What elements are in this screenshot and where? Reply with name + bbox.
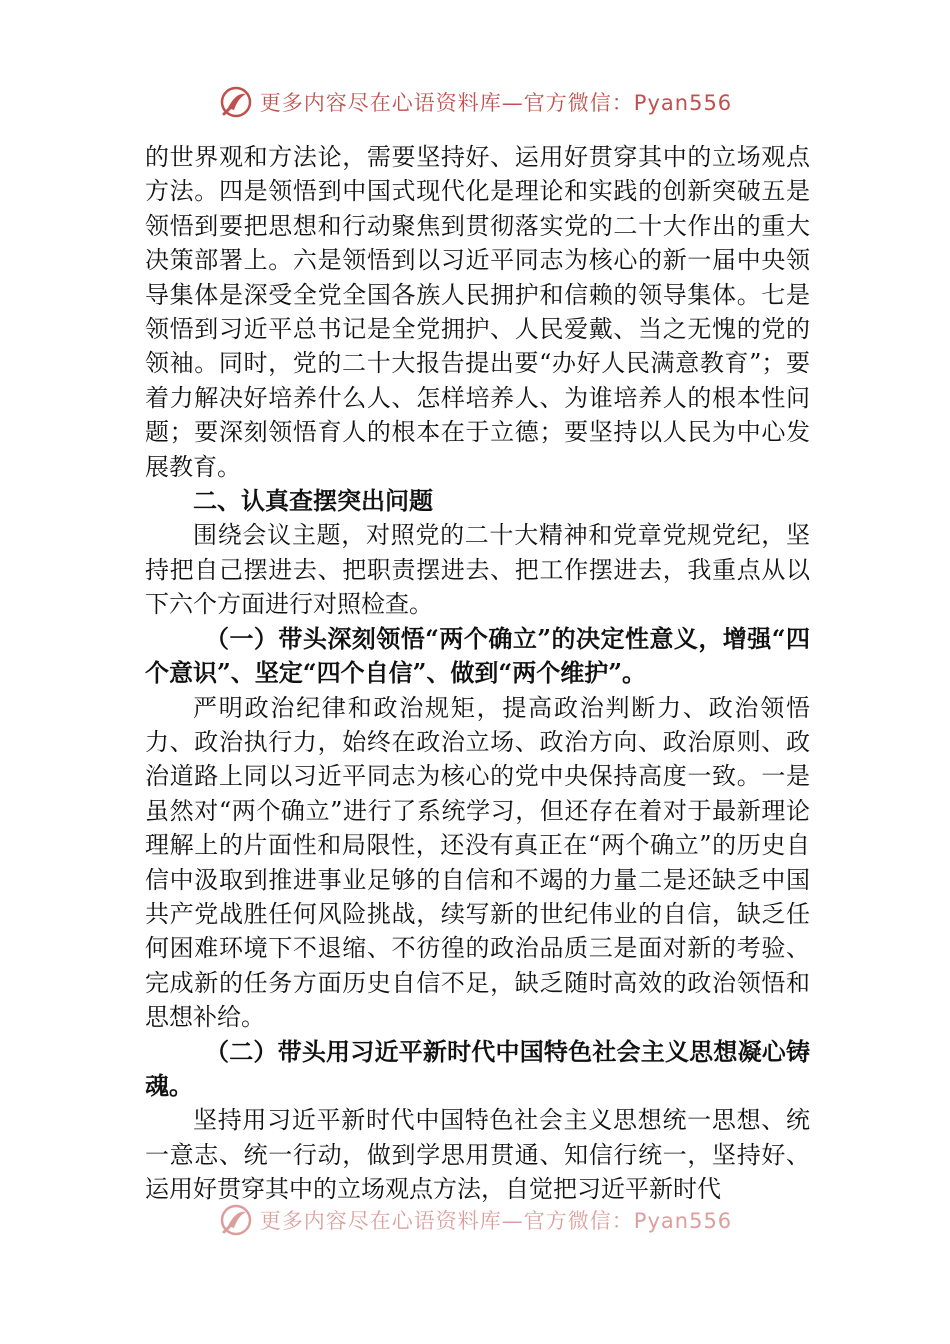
section-heading: 二、认真查摆突出问题 (193, 487, 433, 516)
brush-logo-icon (218, 84, 254, 120)
subsection-heading: （一）带头深刻领悟“两个确立”的决定性意义，增强“四个意识”、坚定“四个自信”、做到“两个维护”。 (145, 623, 810, 688)
watermark-header (0, 82, 950, 122)
paragraph: 坚持用习近平新时代中国特色社会主义思想统一思想、统一意志、统一行动，做到学思用贯通、知信行统一，坚持好、运用好贯穿其中的立场观点方法，自觉把习近平新时代 (145, 1106, 810, 1204)
watermark-text: 更多内容尽在心语资料库—官方微信：Pyan556 (259, 91, 733, 115)
document-body (145, 140, 810, 1207)
paragraph: 严明政治纪律和政治规矩，提高政治判断力、政治领悟力、政治执行力，始终在政治立场、政治方向、政治原则、政治道路上同以习近平同志为核心的党中央保持高度一致。一是虽然对“两个确立”进行了系统学习，但还存在着对于最新理论理解上的片面性和局限性，还没有真正在“两个确立”的历史自信中汲取到推进事业足够的自信和不竭的力量二是还缺乏中国共产党战胜任何风险挑战，续写新的世纪伟业的自信，缺乏任何困难环境下不退缩、不彷徨的政治品质三是面对新的考验、完成新的任务方面历史自信不足，缺乏随时高效的政治领悟和思想补给。 (145, 693, 810, 1032)
brush-logo-icon (218, 1202, 254, 1238)
paragraph: 围绕会议主题，对照党的二十大精神和党章党规党纪，坚持把自己摆进去、把职责摆进去、把工作摆进去，我重点从以下六个方面进行对照检查。 (145, 521, 810, 619)
paragraph: 的世界观和方法论，需要坚持好、运用好贯穿其中的立场观点方法。四是领悟到中国式现代化是理论和实践的创新突破五是领悟到要把思想和行动聚焦到贯彻落实党的二十大作出的重大决策部署上。六是领悟到以习近平同志为核心的新一届中央领导集体是深受全党全国各族人民拥护和信赖的领导集体。七是领悟到习近平总书记是全党拥护、人民爱戴、当之无愧的党的领袖。同时，党的二十大报告提出要“办好人民满意教育”；要着力解决好培养什么人、怎样培养人、为谁培养人的根本性问题；要深刻领悟育人的根本在于立德；要坚持以人民为中心发展教育。 (145, 143, 810, 481)
watermark-footer (0, 1200, 950, 1240)
watermark-text: 更多内容尽在心语资料库—官方微信：Pyan556 (259, 1209, 733, 1233)
subsection-heading: （二）带头用习近平新时代中国特色社会主义思想凝心铸魂。 (145, 1036, 810, 1100)
